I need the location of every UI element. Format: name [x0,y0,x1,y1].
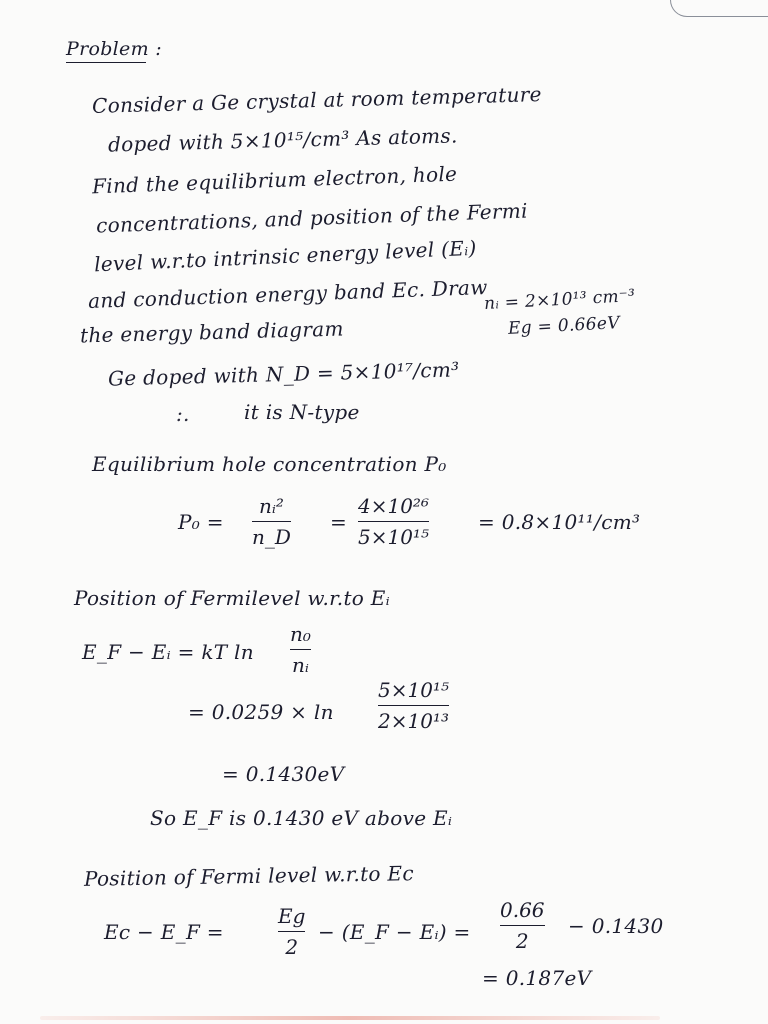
p0-equals: = [330,510,348,534]
fraction-bar [378,705,449,706]
type-statement: it is N-type [244,400,360,424]
problem-line-1: Consider a Ge crystal at room temperature [91,82,543,118]
ef-ei-numerator: n₀ [290,622,311,646]
problem-line-7: the energy band diagram [79,316,345,348]
ef-ei-conclusion: So E_F is 0.1430 eV above Eᵢ [150,806,453,830]
problem-title: Problem : [66,38,162,60]
problem-line-3: Find the equilibrium electron, hole [91,161,458,199]
torn-corner-mark [670,0,768,17]
p0-lhs: P₀ = [178,510,224,534]
ef-ei-step2-lhs: = 0.0259 × ln [188,700,334,724]
fraction-bar [358,521,429,522]
ec-ef-lhs: Ec − E_F = [104,920,224,944]
given-eg: Eg = 0.66eV [507,313,621,339]
p0-denominator-value: 5×10¹⁵ [358,525,429,549]
doping-statement: Ge doped with N_D = 5×10¹⁷/cm³ [107,357,460,391]
problem-line-4: concentrations, and position of the Fermi [95,198,529,238]
ef-ei-step2-denominator: 2×10¹³ [378,709,449,733]
fermi-ei-heading: Position of Fermilevel w.r.to Eᵢ [74,586,391,610]
ef-ei-step2-fraction [378,678,449,733]
p0-fraction-2 [358,494,429,549]
ec-ef-fraction-1 [278,904,305,959]
therefore-symbol: :. [176,402,190,426]
problem-line-6: and conduction energy band Ec. Draw [87,275,488,313]
ef-ei-denominator: nᵢ [292,653,309,677]
ec-ef-denominator: 2 [285,935,299,959]
ec-ef-numerator-value: 0.66 [500,898,545,922]
ec-ef-fraction-2 [500,898,545,953]
fraction-bar [252,521,291,522]
hole-concentration-heading: Equilibrium hole concentration P₀ [92,452,447,476]
ec-ef-tail: − 0.1430 [568,914,664,938]
ec-ef-numerator: Eg [278,904,306,928]
page-bottom-edge [40,1016,660,1020]
fermi-ec-heading: Position of Fermi level w.r.to Ec [83,861,415,891]
ef-ei-result: = 0.1430eV [222,762,345,786]
p0-numerator-value: 4×10²⁶ [358,494,429,518]
ef-ei-lhs: E_F − Eᵢ = kT ln [82,640,254,664]
given-ni: nᵢ = 2×10¹³ cm⁻³ [483,286,636,314]
ec-ef-middle: − (E_F − Eᵢ) = [318,920,471,944]
p0-result: = 0.8×10¹¹/cm³ [478,510,641,534]
ef-ei-step2-numerator: 5×10¹⁵ [378,678,449,702]
ec-ef-denominator-value: 2 [515,929,529,953]
fraction-bar [500,925,545,926]
problem-line-2: doped with 5×10¹⁵/cm³ As atoms. [107,123,458,157]
fraction-bar [290,649,311,650]
fraction-bar [278,931,305,932]
p0-fraction-1 [252,494,291,549]
problem-line-5: level w.r.to intrinsic energy level (Eᵢ) [93,235,478,277]
ef-ei-fraction [290,622,311,677]
p0-numerator: nᵢ² [259,494,284,518]
title-underline [66,62,146,63]
ec-ef-result: = 0.187eV [482,966,592,990]
p0-denominator: n_D [252,525,291,549]
